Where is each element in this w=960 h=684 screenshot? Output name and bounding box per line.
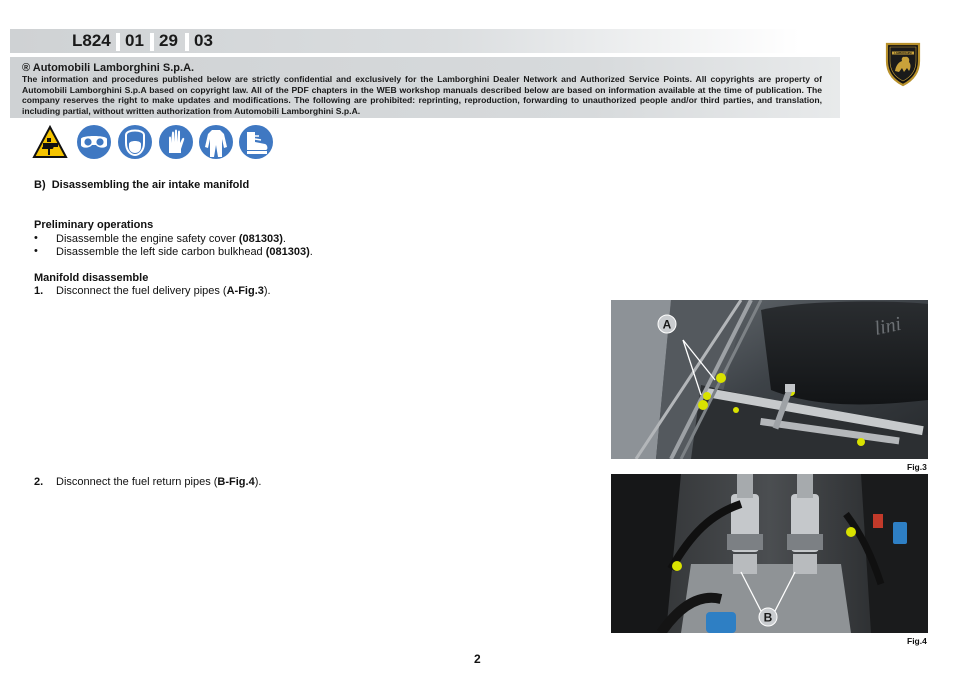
lamborghini-logo <box>884 41 922 87</box>
figure-reference: A-Fig.3 <box>226 285 264 297</box>
figure-reference: B-Fig.4 <box>217 476 255 488</box>
svg-text:lini: lini <box>872 312 904 340</box>
code-separator <box>150 33 154 51</box>
callout-a: A <box>662 317 672 332</box>
engine-photo-fig3 <box>611 300 928 459</box>
code-separator <box>116 33 120 51</box>
hand-crush-warning-icon <box>32 124 68 160</box>
safety-goggles-icon <box>76 124 112 160</box>
callout-b: B <box>763 610 773 625</box>
coveralls-icon <box>198 124 234 160</box>
copyright-notice: The information and procedures published below are strictly confidential and exclusively for the Lamborghini Dealer Network and Authorized Service Points. All copyrights are property of Automobili Lamborghini S.p.A based on copyright law. All of the PDF chapters in the WEB workshop manuals described below are based on information available at the time of publication. The company reserves the right to make updates and modifications. The following are prohibited: reprinting, reproduction, forwarding to unauthorized people and/or third parties, and translation, including partial, without written authorization from Automobili Lamborghini S.p.A. <box>22 74 822 116</box>
protective-gloves-icon <box>158 124 194 160</box>
step-number: 2. <box>34 476 44 488</box>
manual-code-group: 01 <box>125 31 144 50</box>
section-heading: B) Disassembling the air intake manifold <box>34 179 250 191</box>
page-number: 2 <box>474 652 481 666</box>
manual-code-model: L824 <box>72 31 111 50</box>
bullet-marker: • <box>34 232 38 244</box>
step-text: Disconnect the fuel delivery pipes (A-Fig.3). <box>56 285 271 297</box>
manual-code-subgroup: 29 <box>159 31 178 50</box>
preliminary-heading: Preliminary operations <box>34 219 154 231</box>
engine-photo-fig4 <box>611 474 928 633</box>
procedure-reference[interactable]: (081303) <box>265 246 310 258</box>
code-separator <box>185 33 189 51</box>
procedure-reference[interactable]: (081303) <box>238 233 283 245</box>
logo-text: LAMBORGHINI <box>894 52 912 55</box>
figure-caption: Fig.3 <box>907 462 927 472</box>
list-item: Disassemble the left side carbon bulkhead (081303). <box>56 246 313 258</box>
safety-shoes-icon <box>238 124 274 160</box>
list-item: Disassemble the engine safety cover (081303). <box>56 233 286 245</box>
dust-mask-icon <box>117 124 153 160</box>
bullet-marker: • <box>34 245 38 257</box>
manifold-heading: Manifold disassemble <box>34 272 149 284</box>
figure-caption: Fig.4 <box>907 636 927 646</box>
copyright-title: ® Automobili Lamborghini S.p.A. <box>22 62 195 74</box>
step-text: Disconnect the fuel return pipes (B-Fig.4). <box>56 476 262 488</box>
step-number: 1. <box>34 285 44 297</box>
manual-code-section: 03 <box>194 31 213 50</box>
